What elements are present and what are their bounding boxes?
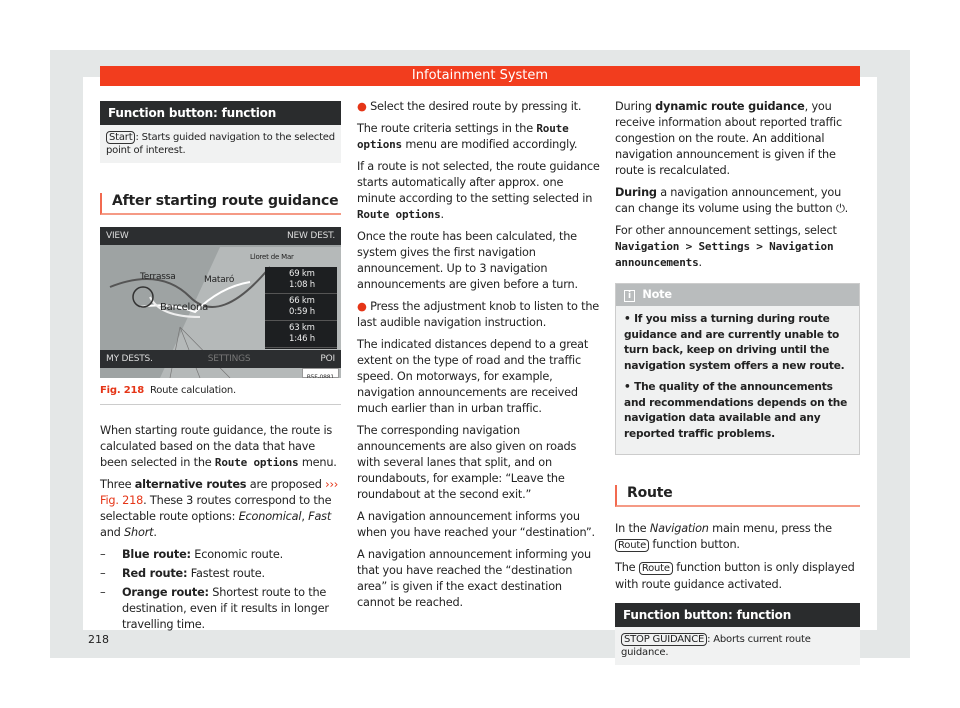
city-label: Mataró <box>204 275 235 285</box>
city-label: Terrassa <box>140 272 176 282</box>
page-number: 218 <box>88 633 109 646</box>
bullet-step: ● Select the desired route by pressing it. <box>357 100 582 113</box>
note-item: • The quality of the announcements and recommendations depends on the navigation data available and any reported traffic problems. <box>624 381 848 440</box>
note-item: • If you miss a turning during route guidance and are currently unable to turn back, keep on driving until the navigation system offers a new route. <box>624 313 845 372</box>
paragraph: Three alternative routes are proposed ››› Fig. 218. These 3 routes correspond to the selectable route options: Economical, Fast and Short. <box>100 478 339 539</box>
fb-text: : Starts guided navigation to the selected point of interest. <box>106 132 335 156</box>
route-key: Route <box>639 562 673 575</box>
note-box <box>615 283 860 455</box>
figure-code: B5F-0881 <box>302 368 339 378</box>
list-item: – Blue route: Economic route. <box>100 547 341 563</box>
figure-218 <box>100 227 341 405</box>
paragraph: In the Navigation main menu, press the Route function button. <box>615 522 832 551</box>
column-2 <box>357 99 600 617</box>
bullet-step: ● Press the adjustment knob to listen to the last audible navigation instruction. <box>357 300 600 329</box>
paragraph: Once the route has been calculated, the system gives the first navigation announcement. Up to 3 navigation announcements are given before a turn. <box>357 230 578 291</box>
list-item: – Red route: Fastest route. <box>100 566 341 582</box>
view-button[interactable]: VIEW <box>106 231 129 241</box>
list-item: – Orange route: Shortest route to the destination, even if it results in longer travelling time. <box>100 585 341 633</box>
route-list <box>100 547 341 633</box>
paragraph: For other announcement settings, select Navigation > Settings > Navigation announcements. <box>615 224 837 269</box>
paragraph: During a navigation announcement, you can change its volume using the button ⏻. <box>615 186 848 215</box>
route-option[interactable]: 69 km 1:08 h <box>265 267 337 294</box>
column-3 <box>615 99 860 665</box>
section-heading: After starting route guidance <box>100 193 341 215</box>
route-option[interactable]: 63 km 1:46 h <box>265 321 337 348</box>
paragraph: When starting route guidance, the route is calculated based on the data that have been selected in the Route options menu. <box>100 424 337 469</box>
paragraph: If a route is not selected, the route guidance starts automatically after approx. one minute according to the setting selected in Route options. <box>357 160 600 221</box>
paragraph: During dynamic route guidance, you receive information about reported traffic congestion on the route. An additional navigation announcement is given if the route is recalculated. <box>615 100 842 177</box>
paragraph: A navigation announcement informs you when you have reached your “destination”. <box>357 510 595 539</box>
column-1 <box>100 101 341 636</box>
info-icon: i <box>624 290 635 302</box>
function-table-header: Function button: function <box>100 101 341 125</box>
paragraph: The route criteria settings in the Route options menu are modified accordingly. <box>357 122 578 151</box>
fig-label: Fig. 218 <box>100 385 144 396</box>
city-label: Lloret de Mar <box>250 253 294 261</box>
route-key: Route <box>615 539 649 552</box>
poi-button[interactable]: POI <box>320 354 335 364</box>
function-table-header: Function button: function <box>615 603 860 627</box>
section-heading: Route <box>615 485 860 507</box>
route-option[interactable]: 66 km 0:59 h <box>265 294 337 321</box>
figure-caption <box>100 378 341 405</box>
new-dest-button[interactable]: NEW DEST. <box>287 231 335 241</box>
screen-top-bar <box>100 227 341 245</box>
stop-guidance-key: STOP GUIDANCE <box>621 633 707 646</box>
paragraph: The indicated distances depend to a great extent on the type of road and the traffic speed. On motorways, for example, navigation announcements are received much earlier than in urban traffic. <box>357 338 589 415</box>
function-table-row: STOP GUIDANCE : Aborts current route guidance. <box>615 627 860 665</box>
caption-text: Route calculation. <box>149 385 237 396</box>
page-header: Infotainment System <box>100 66 860 86</box>
start-key: Start <box>106 131 135 144</box>
paragraph: The Route function button is only displayed with route guidance activated. <box>615 561 855 591</box>
paragraph: The corresponding navigation announcements are also given on roads with several lanes that split, and on roundabouts, for example: “Leave the roundabout at the second exit.” <box>357 424 577 501</box>
settings-button[interactable]: SETTINGS <box>207 354 251 364</box>
city-label: Barcelona <box>160 302 209 313</box>
my-dests-button[interactable]: MY DESTS. <box>106 354 153 364</box>
power-icon: ⏻ <box>835 202 845 215</box>
nav-screen-image <box>100 227 341 378</box>
note-header: i Note <box>616 284 859 306</box>
figure-link[interactable]: ››› Fig. 218 <box>100 478 339 507</box>
function-table-row <box>100 125 341 163</box>
route-options-panel <box>265 267 337 349</box>
screen-bottom-bar <box>100 350 341 368</box>
paragraph: A navigation announcement informing you that you have reached the “destination area” is given if the exact destination cannot be reached. <box>357 548 591 609</box>
